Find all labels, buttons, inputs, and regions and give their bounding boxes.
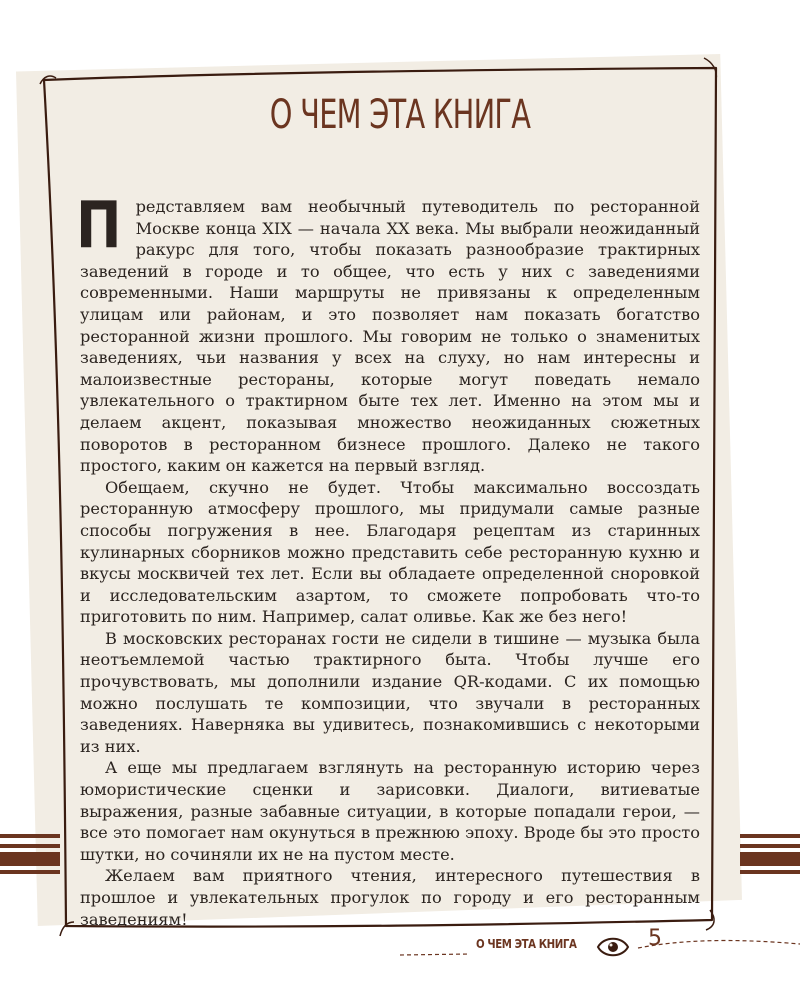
page-title: О ЧЕМ ЭТА КНИГА (269, 92, 531, 138)
decorative-stripes-right (740, 826, 800, 886)
drop-cap: П (76, 189, 122, 263)
eye-icon (596, 934, 630, 960)
body-text (76, 189, 700, 930)
paragraph: Желаем вам приятного чтения, интересного путешествия в прошлое и увлекательных прогулок по городу и его ресторанным заведениям! (80, 866, 700, 929)
page-number: 5 (648, 926, 662, 951)
paragraph: А еще мы предлагаем взглянуть на ресторанную историю через юмористические сценки и зарисовки. Диалоги, витиеватые выражения, разные забавные ситуации, в которые попадали герои, — все это помогает нам окунуться в прежнюю эпоху. Вроде бы это просто шутки, но сочиняли их не на пустом месте. (80, 758, 700, 864)
paragraph: В московских ресторанах гости не сидели в тишине — музыка была неотъемлемой частью трактирного быта. Чтобы лучше его прочувствовать, мы дополнили издание QR-кодами. С их помощью можно послушать те композиции, что звучали в ресторанных заведениях. Наверняка вы удивитесь, познакомившись с некоторыми из них. (80, 628, 700, 756)
paragraph: Представляем вам необычный путеводитель по ресторанной Москве конца XIX — начала XX века. Мы выбрали неожиданный ракурс для того, чтобы показать разнообразие трактирных заведений в городе и то общее, что есть у них с заведениями современными. Наши маршруты не привязаны к определенным улицам или районам, и это позволяет нам показать богатство ресторанной жизни прошлого. Мы говорим не только о знаменитых заведениях, чьи названия у всех на слуху, но нам интересны и малоизвестные рестораны, которые могут поведать немало увлекательного о трактирном быте тех лет. Именно на этом мы и делаем акцент, показывая множество неожиданных сюжетных поворотов в ресторанном бизнесе прошлого. Далеко не такого простого, каким он кажется на первый взгляд. (76, 189, 700, 476)
paragraph: Обещаем, скучно не будет. Чтобы максимально воссоздать ресторанную атмосферу прошлого, мы придумали самые разные способы погружения в нее. Благодаря рецептам из старинных кулинарных сборников можно представить себе ресторанную кухню и вкусы москвичей тех лет. Если вы обладаете определенной сноровкой и исследовательским азартом, то сможете попробовать что-то приготовить по ним. Например, салат оливье. Как же без него! (80, 477, 700, 627)
footer-section-title: О ЧЕМ ЭТА КНИГА (476, 937, 577, 951)
decorative-stripes-left (0, 826, 60, 886)
